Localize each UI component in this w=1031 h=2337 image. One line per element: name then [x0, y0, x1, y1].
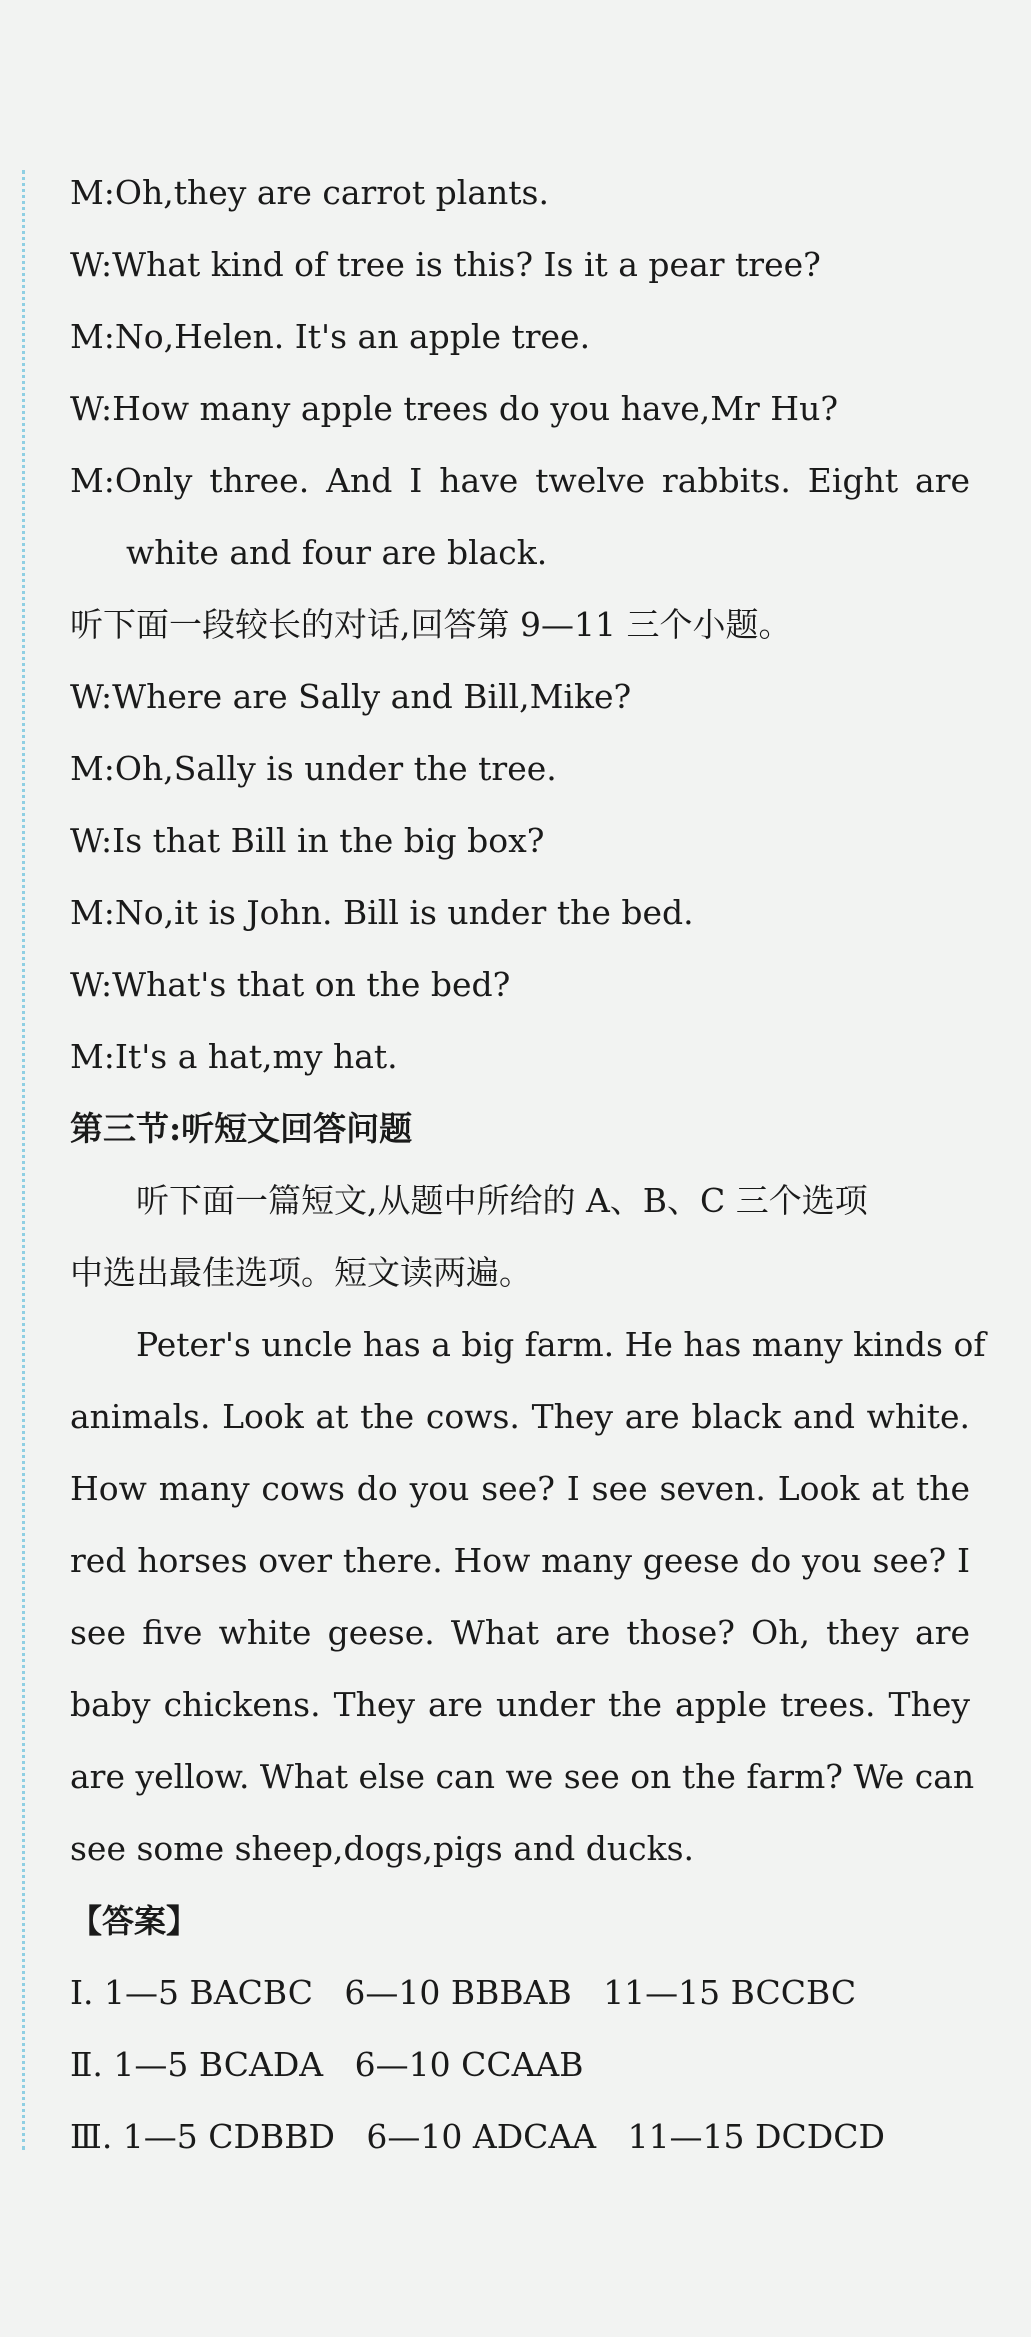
- passage-line: Peter's uncle has a big farm. He has many kinds of: [136, 1325, 986, 1364]
- passage-line: see some sheep,dogs,pigs and ducks.: [70, 1829, 695, 1868]
- passage-line: How many cows do you see? I see seven. Look at the: [70, 1469, 970, 1508]
- section-instruction: 听下面一段较长的对话,回答第 9—11 三个小题。: [70, 605, 792, 644]
- dialogue-line: W:What's that on the bed?: [70, 965, 511, 1004]
- dialogue-line: M:No,Helen. It's an apple tree.: [70, 317, 591, 356]
- section-heading: 第三节:听短文回答问题: [70, 1109, 413, 1148]
- dialogue-line: W:Where are Sally and Bill,Mike?: [70, 677, 632, 716]
- answer-heading: 【答案】: [70, 1902, 199, 1940]
- dialogue-line: M:Oh,they are carrot plants.: [70, 173, 549, 212]
- passage-line: baby chickens. They are under the apple trees. They: [70, 1685, 970, 1724]
- passage-line: red horses over there. How many geese do you see? I: [70, 1541, 970, 1580]
- dialogue-line: W:Is that Bill in the big box?: [70, 821, 545, 860]
- dialogue-line: M:Only three. And I have twelve rabbits. Eight are: [70, 461, 970, 500]
- passage-line: see five white geese. What are those? Oh, they are: [70, 1613, 970, 1652]
- section-instruction: 中选出最佳选项。短文读两遍。: [70, 1253, 532, 1292]
- dialogue-line: W:How many apple trees do you have,Mr Hu?: [70, 389, 839, 428]
- dialogue-line: M:It's a hat,my hat.: [70, 1037, 398, 1076]
- dialogue-line-continued: white and four are black.: [126, 533, 548, 572]
- dialogue-line: M:No,it is John. Bill is under the bed.: [70, 893, 694, 932]
- dialogue-line: M:Oh,Sally is under the tree.: [70, 749, 557, 788]
- section-instruction: 听下面一篇短文,从题中所给的 A、B、C 三个选项: [136, 1181, 868, 1220]
- answer-line: Ⅱ. 1—5 BCADA 6—10 CCAAB: [70, 2045, 584, 2084]
- answer-line: Ⅲ. 1—5 CDBBD 6—10 ADCAA 11—15 DCDCD: [70, 2117, 885, 2156]
- answer-line: Ⅰ. 1—5 BACBC 6—10 BBBAB 11—15 BCCBC: [70, 1973, 857, 2012]
- passage-line: animals. Look at the cows. They are black and white.: [70, 1397, 970, 1436]
- dialogue-line: W:What kind of tree is this? Is it a pear tree?: [70, 245, 821, 284]
- passage-line: are yellow. What else can we see on the farm? We can: [70, 1757, 975, 1796]
